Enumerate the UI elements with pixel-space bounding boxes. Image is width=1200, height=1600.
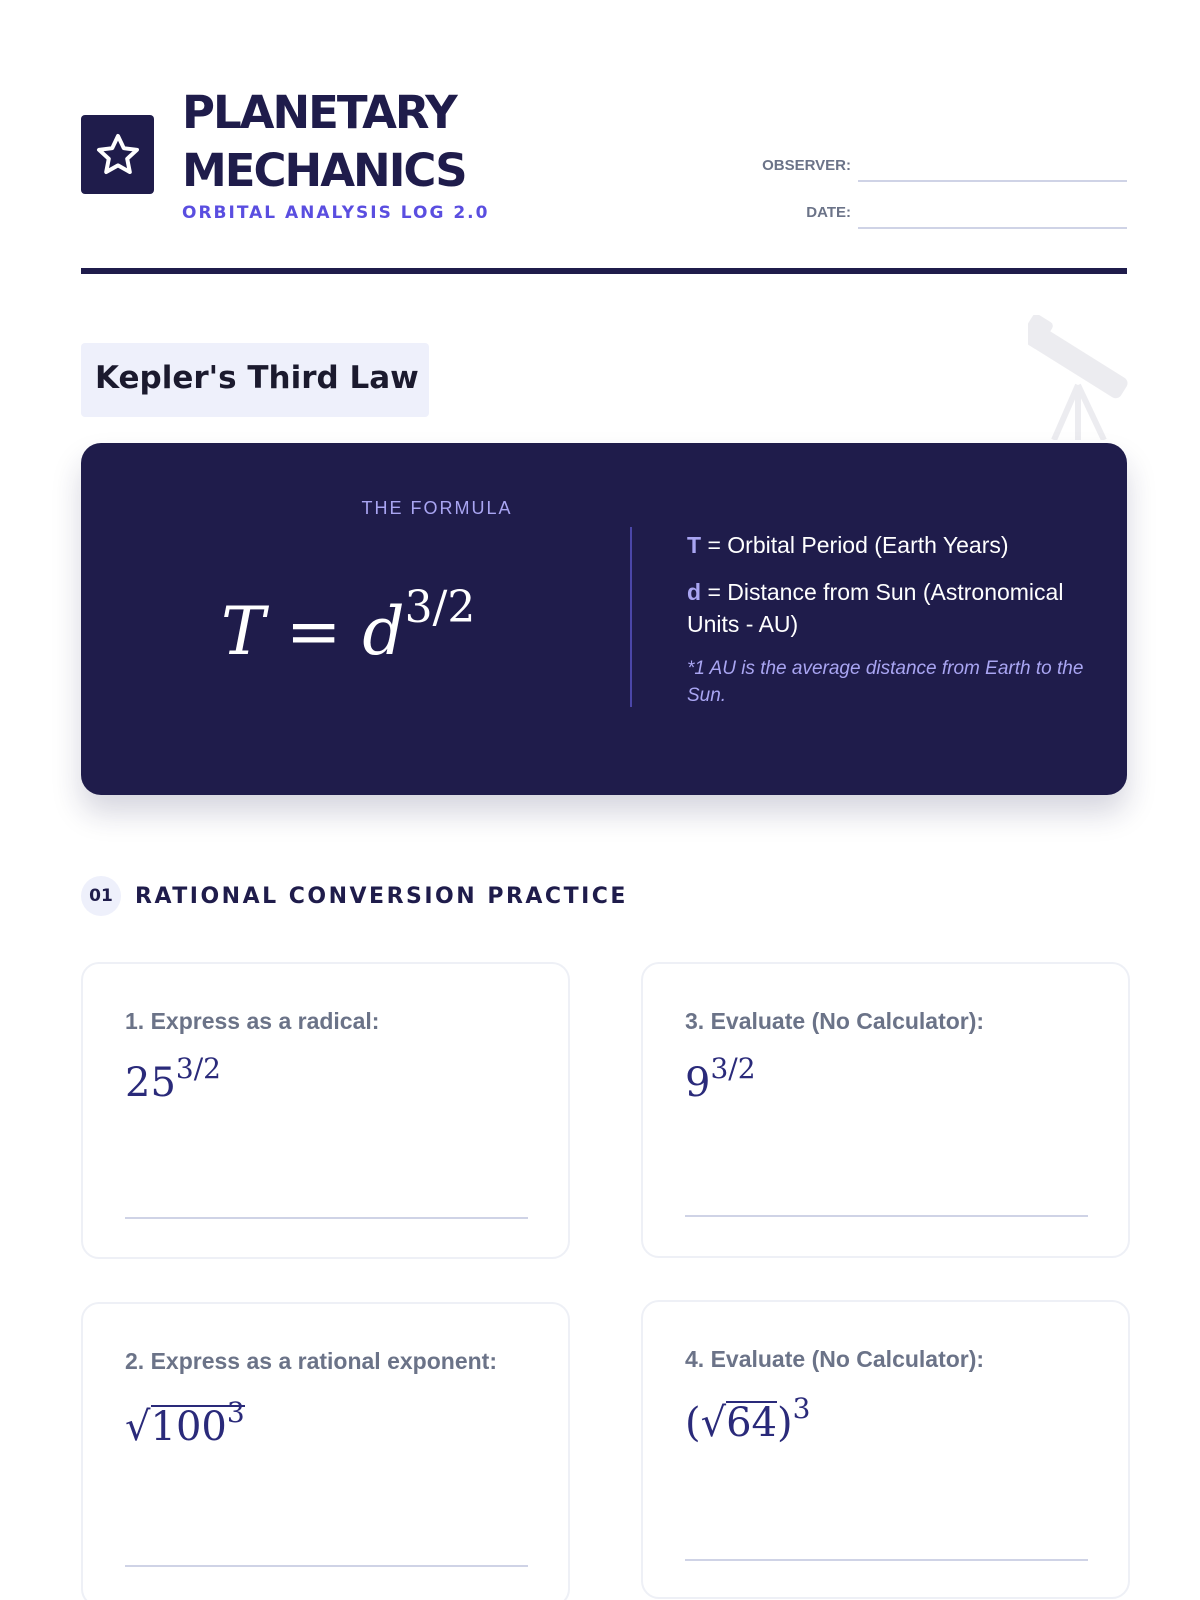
kepler-formula xyxy=(221,582,476,670)
logo-badge xyxy=(81,115,154,194)
expr-radicand: 64 xyxy=(726,1400,778,1446)
radicand-group xyxy=(150,1396,245,1451)
title-line-1: PLANETARY xyxy=(182,86,456,139)
formula-label: THE FORMULA xyxy=(361,498,513,518)
answer-line[interactable] xyxy=(685,1215,1088,1217)
section-heading-text: Kepler's Third Law xyxy=(95,360,419,396)
formula-equals: = xyxy=(286,593,342,670)
answer-line[interactable] xyxy=(125,1565,528,1567)
answer-line[interactable] xyxy=(125,1217,528,1219)
date-label: DATE: xyxy=(806,204,851,221)
section-title: RATIONAL CONVERSION PRACTICE xyxy=(135,884,628,909)
expr-radicand: 100 xyxy=(150,1404,227,1450)
legend-d xyxy=(687,576,1087,640)
legend-t xyxy=(687,529,1087,561)
close-paren: ) xyxy=(777,1400,793,1446)
section-heading xyxy=(81,343,429,417)
problem-card-1 xyxy=(81,962,570,1259)
title-line-2: MECHANICS xyxy=(182,144,466,197)
expr-exponent: 3 xyxy=(792,1392,811,1425)
page-title xyxy=(182,84,466,200)
legend-t-desc: = Orbital Period (Earth Years) xyxy=(701,532,1009,558)
variable-legend xyxy=(687,529,1087,709)
expr-exponent: 3/2 xyxy=(175,1052,221,1085)
problem-card-3 xyxy=(641,962,1130,1258)
expr-exponent: 3/2 xyxy=(710,1052,756,1085)
problem-question: 2. Express as a rational exponent: xyxy=(125,1348,497,1374)
problem-question: 4. Evaluate (No Calculator): xyxy=(685,1346,985,1372)
radical-sign: √ xyxy=(700,1400,727,1446)
open-paren: ( xyxy=(685,1400,701,1446)
star-icon xyxy=(94,131,142,179)
radical-sign: √ xyxy=(125,1404,151,1450)
problem-question: 3. Evaluate (No Calculator): xyxy=(685,1008,985,1034)
problem-expression xyxy=(685,1052,756,1106)
formula-card xyxy=(81,443,1127,795)
header-divider xyxy=(81,268,1127,274)
expr-base: 25 xyxy=(125,1060,176,1106)
au-note: *1 AU is the average distance from Earth to the Sun. xyxy=(687,658,1084,706)
date-field[interactable] xyxy=(858,227,1127,229)
observer-label: OBSERVER: xyxy=(762,157,851,174)
problem-card-2 xyxy=(81,1302,570,1600)
observer-field[interactable] xyxy=(858,180,1127,182)
formula-lhs: T xyxy=(221,593,266,670)
formula-base: d xyxy=(362,593,405,670)
expr-base: 9 xyxy=(685,1060,711,1106)
page-subtitle: ORBITAL ANALYSIS LOG 2.0 xyxy=(182,203,490,223)
problem-expression xyxy=(125,1396,245,1451)
problem-expression xyxy=(125,1052,221,1106)
problem-question: 1. Express as a radical: xyxy=(125,1008,380,1034)
answer-line[interactable] xyxy=(685,1559,1088,1561)
problem-card-4 xyxy=(641,1300,1130,1599)
problem-expression xyxy=(685,1392,811,1446)
radicand-group xyxy=(726,1400,778,1446)
formula-divider xyxy=(630,527,632,707)
legend-d-desc: = Distance from Sun (Astronomical Units - AU) xyxy=(687,579,1064,637)
legend-t-symbol: T xyxy=(687,532,702,558)
legend-d-symbol: d xyxy=(687,579,702,605)
section-number-badge: 01 xyxy=(81,876,121,916)
expr-exponent: 3 xyxy=(226,1396,245,1429)
telescope-icon xyxy=(1028,315,1158,440)
formula-exponent: 3/2 xyxy=(404,582,476,633)
